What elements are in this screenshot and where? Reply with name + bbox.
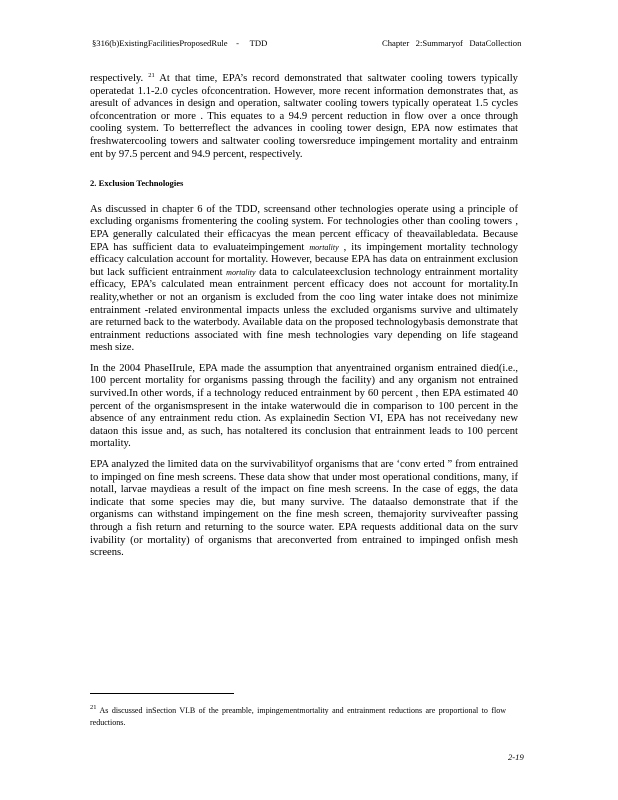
footnote [90, 702, 506, 729]
footnote-mark: 21 [90, 704, 97, 711]
footnote-divider [90, 693, 234, 694]
footnote-text: As discussed inSection VI.B of the preamble, impingementmortality and entrainment reductions are proportional to flow reductions. [90, 706, 506, 727]
paragraph-1-lead: respectively. [90, 73, 144, 84]
paragraph-2-text-a: As discussed in chapter 6 of the TDD, screensand other technologies operate using a principle of excluding organisms fromentering the cooling system. For technologies other than cooling towers , EPA generally calculated their efficacyas the mean percent efficacy of theavailabledata. Because EPA has sufficient data to evaluateimpingement [90, 203, 518, 253]
paragraph-4: EPA analyzed the limited data on the survivabilityof organisms that are ‘conv erted ” from entrained to impinged on fine mesh screens. These data show that under most operational conditions, many, if notall, larvae maydieas a result of the impact on fine mesh screens. In the case of eggs, the data indicate that some species may die, but many survive. The dataalso demonstrate that if the organisms can withstand impingement on the fine mesh screen, themajority surviveafter passing through a fish return and returning to the source water. EPA requests additional data on the surv ivability (or mortality) of organisms that areconverted from entrained to impinged onfish mesh screens. [90, 459, 518, 559]
paragraph-1 [90, 70, 518, 161]
page-number: 2-19 [508, 752, 524, 762]
section-heading: 2. Exclusion Technologies [90, 178, 184, 189]
running-header-left: §316(b)ExistingFacilitiesProposedRule - TDD [92, 38, 268, 48]
paragraph-2-italic-a: mortality [309, 242, 339, 252]
running-header-right: Chapter 2:Summaryof DataCollection [382, 38, 522, 48]
paragraph-2 [90, 204, 518, 355]
paragraph-2-italic-b: mortality [226, 267, 256, 277]
footnote-reference: 21 [148, 72, 155, 79]
paragraph-2-text-b: , its impingement mortality technology efficacy calculation account for mortality. However, because EPA has data on entrainment exclusion but lack sufficient entrainment [90, 241, 518, 278]
body-text [90, 70, 518, 568]
paragraph-2-text-c: data to calculateexclusion technology entrainment mortality efficacy, EPA’s calculated mean entrainment percent efficacy does not account for mortality.In reality,whether or not an organism is excluded from the coo ling water intake does not minimize entrainment -related environmental impacts unless the excluded organisms survive and ultimately are returned back to the waterbody. Available data on the proposed technologybasis demonstrate that entrainment reductions associated with fine mesh technologies vary depending on life stageand mesh size. [90, 266, 518, 354]
paragraph-3: In the 2004 PhaseIIrule, EPA made the assumption that anyentrained organism entrained died(i.e., 100 percent mortality for organisms passing through the facility) and any organism not entrained survived.In other words, if a technology reduced entrainment by 60 percent , then EPA estimated 40 percent of the organismspresent in the intake waterwould die in comparison to 100 percent in the absence of any entrainment redu ction. As explainedin Section VI, EPA has not receivedany new dataon this issue and, as such, has notaltered its conclusion that entrainment leads to 100 percent mortality. [90, 362, 518, 450]
paragraph-1-text: At that time, EPA’s record demonstrated that saltwater cooling towers typically operatedat 1.1-2.0 cycles ofconcentration. However, more recent information demonstrates that, as aresult of advances in design and operation, saltwater cooling towers typically operateat 1.5 cycles ofconcentration or more . This equates to a 94.9 percent reduction in flow over a once through cooling system. To betterreflect the advances in cooling tower design, EPA now estimates that freshwatercooling towers and saltwater cooling towersreduce impingement mortality and entrainm ent by 97.5 percent and 94.9 percent, respectively. [90, 73, 518, 160]
